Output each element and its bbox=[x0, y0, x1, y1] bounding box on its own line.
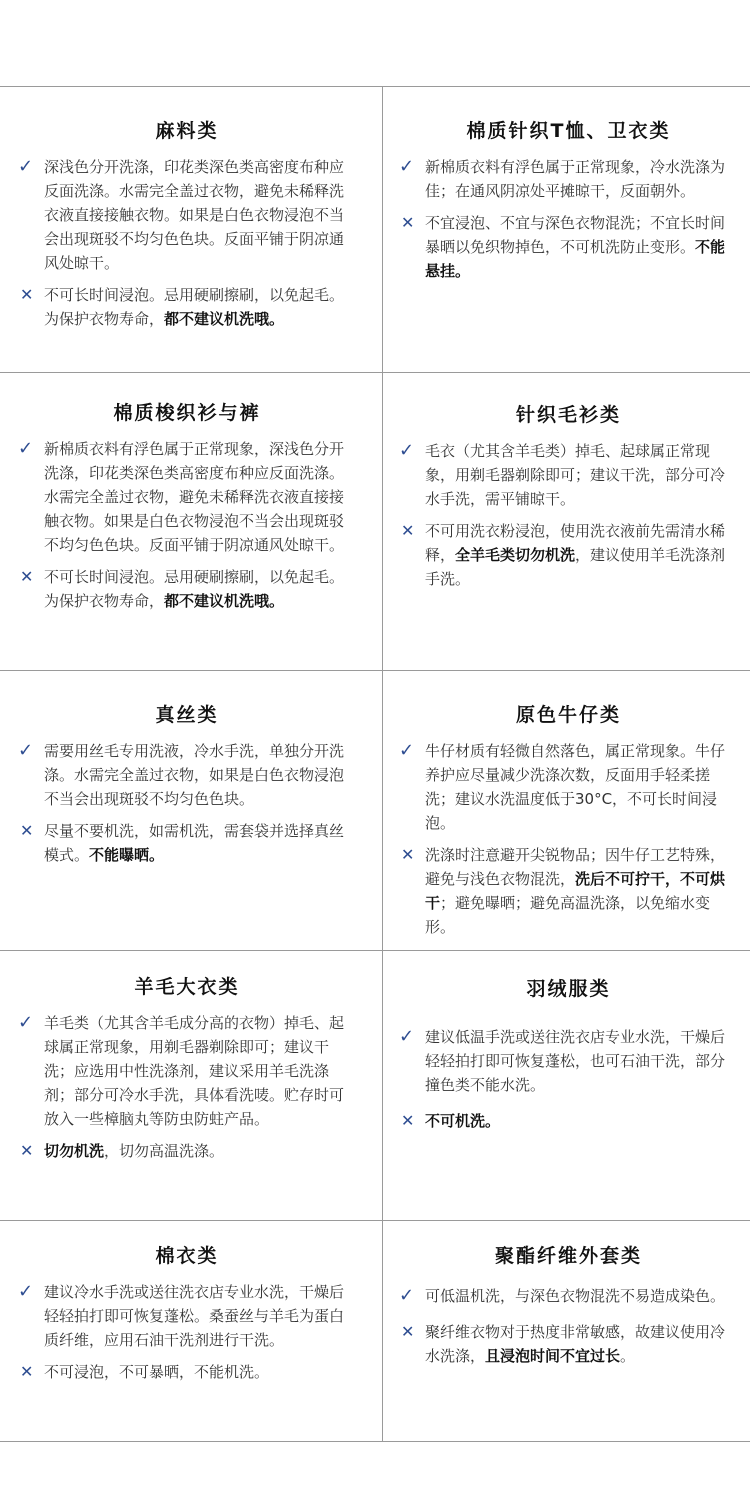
care-cell-knit-sweater bbox=[383, 400, 750, 599]
divider bbox=[0, 1220, 750, 1221]
divider bbox=[0, 670, 750, 671]
cross-icon: ✕ bbox=[20, 567, 34, 586]
care-cell-polyester-jacket bbox=[383, 1241, 750, 1376]
ok-item: ✓ 新棉质衣料有浮色属于正常现象，冷水洗涤为佳；在通风阴凉处平摊晾干，反面朝外。 bbox=[399, 156, 726, 200]
checkmark-icon: ✓ bbox=[18, 1012, 34, 1033]
cross-icon: ✕ bbox=[20, 1362, 34, 1381]
checkmark-icon: ✓ bbox=[399, 156, 415, 177]
no-item: ✕ 尽量不要机洗，如需机洗，需套袋并选择真丝模式。不能曝晒。 bbox=[20, 821, 345, 864]
ok-item: ✓ 可低温机洗，与深色衣物混洗不易造成染色。 bbox=[399, 1285, 726, 1306]
care-cell-padded-coat bbox=[0, 1241, 382, 1392]
cell-title: 真丝类 bbox=[155, 704, 219, 726]
no-item: ✕ 不可长时间浸泡。忌用硬刷擦刷，以免起毛。为保护衣物寿命，都不建议机洗哦。 bbox=[20, 567, 345, 610]
cell-title: 针织毛衫类 bbox=[515, 404, 621, 426]
no-item: ✕ 不宜浸泡、不宜与深色衣物混洗；不宜长时间暴晒以免织物掉色，不可机洗防止变形。不能悬挂。 bbox=[401, 213, 726, 280]
no-item: ✕ 不可浸泡，不可暴晒，不能机洗。 bbox=[18, 1360, 356, 1384]
cell-title: 麻料类 bbox=[155, 120, 219, 142]
no-item: ✕ 洗涤时注意避开尖锐物品；因牛仔工艺特殊，避免与浅色衣物混洗，洗后不可拧干，不可烘干；避免曝晒；避免高温洗涤，以免缩水变形。 bbox=[401, 845, 726, 936]
checkmark-icon: ✓ bbox=[18, 438, 34, 459]
divider bbox=[0, 372, 750, 373]
checkmark-icon: ✓ bbox=[399, 1285, 415, 1306]
checkmark-icon: ✓ bbox=[399, 440, 415, 461]
cross-icon: ✕ bbox=[401, 213, 415, 232]
care-cell-cotton-woven bbox=[0, 398, 382, 621]
no-item: ✕ 不可机洗。 bbox=[399, 1109, 738, 1133]
cross-icon: ✕ bbox=[20, 821, 34, 840]
no-item: ✕ 聚纤维衣物对于热度非常敏感，故建议使用冷水洗涤，且浸泡时间不宜过长。 bbox=[401, 1322, 726, 1365]
cross-icon: ✕ bbox=[20, 1141, 34, 1160]
divider bbox=[0, 86, 750, 87]
cell-title: 棉质针织T恤、卫衣类 bbox=[466, 120, 671, 142]
ok-item: ✓ 新棉质衣料有浮色属于正常现象，深浅色分开洗涤，印花类深色类高密度布种应反面洗涤。水需完全盖过衣物，避免未稀释洗衣液直接接触衣物。如果是白色衣物浸泡不当会出现斑驳不均匀色色块。反面平铺于阴凉通风处晾干。 bbox=[18, 438, 345, 554]
ok-item: ✓ 需要用丝毛专用洗液，冷水手洗，单独分开洗涤。水需完全盖过衣物，如果是白色衣物浸泡不当会出现斑驳不均匀色色块。 bbox=[18, 740, 345, 808]
checkmark-icon: ✓ bbox=[399, 740, 415, 761]
cross-icon: ✕ bbox=[20, 285, 34, 304]
checkmark-icon: ✓ bbox=[18, 156, 34, 177]
cell-title: 棉质梭织衫与裤 bbox=[113, 402, 261, 424]
checkmark-icon: ✓ bbox=[18, 740, 34, 761]
care-cell-raw-denim bbox=[383, 700, 750, 947]
cell-title: 棉衣类 bbox=[155, 1245, 219, 1267]
ok-item: ✓ 建议冷水手洗或送往洗衣店专业水洗，干燥后轻轻拍打即可恢复蓬松。桑蚕丝与羊毛为蛋白质纤维，应用石油干洗剂进行干洗。 bbox=[18, 1281, 345, 1349]
cell-title: 羽绒服类 bbox=[526, 978, 611, 1000]
no-item: ✕ 切勿机洗，切勿高温洗涤。 bbox=[18, 1139, 356, 1163]
cross-icon: ✕ bbox=[401, 1111, 415, 1130]
cell-title: 羊毛大衣类 bbox=[134, 976, 240, 998]
ok-item: ✓ 毛衣（尤其含羊毛类）掉毛、起球属正常现象，用剃毛器剃除即可；建议干洗，部分可冷水手洗，需平铺晾干。 bbox=[399, 440, 726, 508]
cross-icon: ✕ bbox=[401, 845, 415, 864]
ok-item: ✓ 羊毛类（尤其含羊毛成分高的衣物）掉毛、起球属正常现象，用剃毛器剃除即可；建议干洗；应选用中性洗涤剂，建议采用羊毛洗涤剂；部分可冷水手洗，具体看洗唛。贮存时可放入一些樟脑丸等防虫防蛀产品。 bbox=[18, 1012, 345, 1128]
ok-item: ✓ 建议低温手洗或送往洗衣店专业水洗，干燥后轻轻拍打即可恢复蓬松，也可石油干洗，部分撞色类不能水洗。 bbox=[399, 1026, 726, 1094]
cell-title: 聚酯纤维外套类 bbox=[494, 1245, 642, 1267]
care-cell-down-jacket bbox=[383, 974, 750, 1141]
care-cell-cotton-knit bbox=[383, 116, 750, 291]
checkmark-icon: ✓ bbox=[18, 1281, 34, 1302]
ok-item: ✓ 牛仔材质有轻微自然落色，属正常现象。牛仔养护应尽量减少洗涤次数，反面用手轻柔搓洗；建议水洗温度低于30°C，不可长时间浸泡。 bbox=[399, 740, 726, 832]
care-grid bbox=[0, 86, 750, 1442]
care-cell-wool-coat bbox=[0, 972, 382, 1171]
checkmark-icon: ✓ bbox=[399, 1026, 415, 1047]
care-cell-silk bbox=[0, 700, 382, 875]
ok-item: ✓ 深浅色分开洗涤，印花类深色类高密度布种应反面洗涤。水需完全盖过衣物，避免未稀释洗衣液直接接触衣物。如果是白色衣物浸泡不当会出现斑驳不均匀色色块。反面平铺于阴凉通风处晾干。 bbox=[18, 156, 345, 272]
cell-title: 原色牛仔类 bbox=[515, 704, 621, 726]
divider bbox=[0, 950, 750, 951]
cross-icon: ✕ bbox=[401, 521, 415, 540]
divider bbox=[0, 1441, 750, 1442]
care-cell-linen bbox=[0, 116, 382, 339]
no-item: ✕ 不可用洗衣粉浸泡，使用洗衣液前先需清水稀释，全羊毛类切勿机洗，建议使用羊毛洗涤剂手洗。 bbox=[401, 521, 726, 588]
no-item: ✕ 不可长时间浸泡。忌用硬刷擦刷，以免起毛。为保护衣物寿命，都不建议机洗哦。 bbox=[20, 285, 345, 328]
cross-icon: ✕ bbox=[401, 1322, 415, 1341]
